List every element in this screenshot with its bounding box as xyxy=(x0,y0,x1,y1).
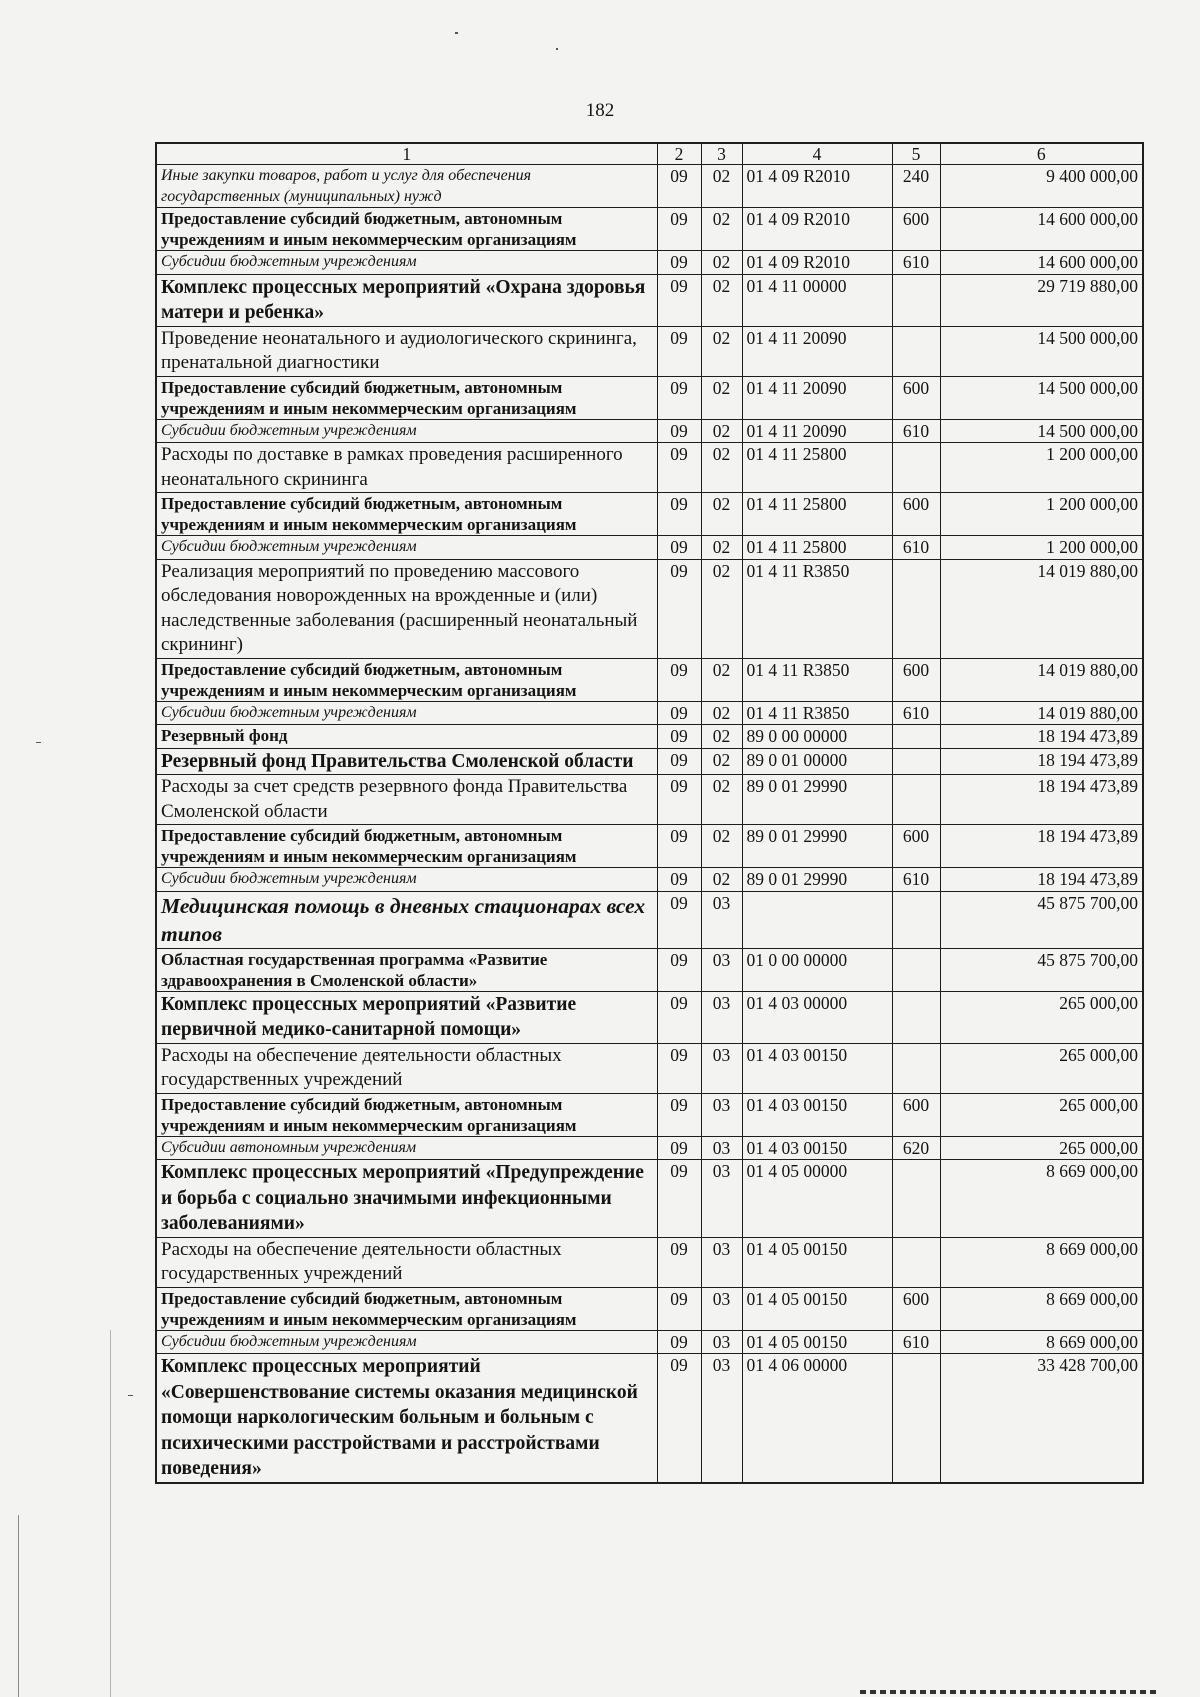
row-expense-type-cell xyxy=(892,775,940,825)
row-section-cell: 09 xyxy=(657,419,701,443)
row-name-cell: Расходы за счет средств резервного фонда Правительства Смоленской области xyxy=(156,775,657,825)
row-section-cell: 09 xyxy=(657,891,701,948)
table-row xyxy=(156,701,1143,725)
row-section-cell: 09 xyxy=(657,1136,701,1160)
row-target-code-cell: 01 4 05 00150 xyxy=(742,1237,892,1287)
row-name-cell: Субсидии бюджетным учреждениям xyxy=(156,868,657,892)
row-target-code-cell: 01 4 09 R2010 xyxy=(742,208,892,251)
row-amount-cell: 18 194 473,89 xyxy=(940,825,1143,868)
row-section-cell: 09 xyxy=(657,1093,701,1136)
row-target-code-cell: 01 4 05 00150 xyxy=(742,1287,892,1330)
row-subsection-cell: 02 xyxy=(701,658,742,701)
row-name-cell: Комплекс процессных мероприятий «Совершенствование системы оказания медицинской помощи наркологическим больным и больным с психическими расстройствами и расстройствами поведения» xyxy=(156,1354,657,1483)
row-subsection-cell: 03 xyxy=(701,891,742,948)
row-amount-cell: 18 194 473,89 xyxy=(940,748,1143,775)
row-name-cell: Резервный фонд xyxy=(156,725,657,749)
table-row xyxy=(156,948,1143,991)
row-name-cell: Субсидии бюджетным учреждениям xyxy=(156,1330,657,1354)
row-amount-cell: 1 200 000,00 xyxy=(940,493,1143,536)
row-section-cell: 09 xyxy=(657,536,701,560)
row-section-cell: 09 xyxy=(657,165,701,208)
row-section-cell: 09 xyxy=(657,701,701,725)
row-section-cell: 09 xyxy=(657,725,701,749)
row-section-cell: 09 xyxy=(657,868,701,892)
row-expense-type-cell xyxy=(892,1043,940,1093)
row-section-cell: 09 xyxy=(657,748,701,775)
row-target-code-cell: 89 0 01 29990 xyxy=(742,868,892,892)
row-section-cell: 09 xyxy=(657,274,701,326)
row-subsection-cell: 03 xyxy=(701,1093,742,1136)
table-row xyxy=(156,208,1143,251)
header-col-3: 3 xyxy=(701,143,742,165)
row-section-cell: 09 xyxy=(657,559,701,658)
row-section-cell: 09 xyxy=(657,1043,701,1093)
table-body xyxy=(156,165,1143,1483)
row-name-cell: Субсидии автономным учреждениям xyxy=(156,1136,657,1160)
row-target-code-cell: 01 4 03 00150 xyxy=(742,1136,892,1160)
row-expense-type-cell: 620 xyxy=(892,1136,940,1160)
row-section-cell: 09 xyxy=(657,251,701,275)
table-row xyxy=(156,165,1143,208)
row-expense-type-cell: 610 xyxy=(892,251,940,275)
row-name-cell: Комплекс процессных мероприятий «Развитие первичной медико-санитарной помощи» xyxy=(156,991,657,1043)
table-row xyxy=(156,326,1143,376)
row-name-cell: Субсидии бюджетным учреждениям xyxy=(156,251,657,275)
row-expense-type-cell: 610 xyxy=(892,1330,940,1354)
scan-speck xyxy=(455,32,458,34)
row-target-code-cell: 01 4 11 20090 xyxy=(742,376,892,419)
row-section-cell: 09 xyxy=(657,1354,701,1483)
table-row xyxy=(156,725,1143,749)
row-subsection-cell: 02 xyxy=(701,165,742,208)
row-target-code-cell: 89 0 01 00000 xyxy=(742,748,892,775)
row-subsection-cell: 02 xyxy=(701,725,742,749)
row-target-code-cell: 89 0 00 00000 xyxy=(742,725,892,749)
row-amount-cell: 14 019 880,00 xyxy=(940,701,1143,725)
row-amount-cell: 33 428 700,00 xyxy=(940,1354,1143,1483)
row-section-cell: 09 xyxy=(657,326,701,376)
row-subsection-cell: 03 xyxy=(701,1287,742,1330)
row-amount-cell: 1 200 000,00 xyxy=(940,443,1143,493)
table-row xyxy=(156,775,1143,825)
row-subsection-cell: 02 xyxy=(701,493,742,536)
row-subsection-cell: 02 xyxy=(701,775,742,825)
table-row xyxy=(156,658,1143,701)
row-expense-type-cell: 600 xyxy=(892,1093,940,1136)
row-amount-cell: 14 600 000,00 xyxy=(940,208,1143,251)
row-name-cell: Медицинская помощь в дневных стационарах всех типов xyxy=(156,891,657,948)
row-subsection-cell: 03 xyxy=(701,1330,742,1354)
row-expense-type-cell xyxy=(892,1160,940,1238)
row-section-cell: 09 xyxy=(657,825,701,868)
table-row xyxy=(156,1354,1143,1483)
row-name-cell: Субсидии бюджетным учреждениям xyxy=(156,536,657,560)
table-row xyxy=(156,376,1143,419)
row-name-cell: Предоставление субсидий бюджетным, автономным учреждениям и иным некоммерческим организациям xyxy=(156,493,657,536)
row-name-cell: Расходы по доставке в рамках проведения расширенного неонатального скрининга xyxy=(156,443,657,493)
row-expense-type-cell xyxy=(892,1237,940,1287)
row-section-cell: 09 xyxy=(657,1330,701,1354)
table-row xyxy=(156,274,1143,326)
table-row xyxy=(156,1330,1143,1354)
row-target-code-cell: 89 0 01 29990 xyxy=(742,825,892,868)
row-amount-cell: 14 500 000,00 xyxy=(940,326,1143,376)
row-target-code-cell: 01 4 09 R2010 xyxy=(742,251,892,275)
row-expense-type-cell xyxy=(892,443,940,493)
row-amount-cell: 265 000,00 xyxy=(940,1043,1143,1093)
row-subsection-cell: 02 xyxy=(701,443,742,493)
row-name-cell: Расходы на обеспечение деятельности областных государственных учреждений xyxy=(156,1043,657,1093)
table-row xyxy=(156,443,1143,493)
row-subsection-cell: 02 xyxy=(701,419,742,443)
row-section-cell: 09 xyxy=(657,208,701,251)
scan-speck xyxy=(556,48,558,50)
row-expense-type-cell: 600 xyxy=(892,493,940,536)
row-section-cell: 09 xyxy=(657,775,701,825)
scan-margin-line xyxy=(18,1515,19,1697)
row-expense-type-cell xyxy=(892,748,940,775)
table-row xyxy=(156,991,1143,1043)
row-name-cell: Иные закупки товаров, работ и услуг для обеспечения государственных (муниципальных) нужд xyxy=(156,165,657,208)
row-subsection-cell: 03 xyxy=(701,1354,742,1483)
row-expense-type-cell xyxy=(892,991,940,1043)
row-target-code-cell xyxy=(742,891,892,948)
row-target-code-cell: 01 4 03 00150 xyxy=(742,1043,892,1093)
header-col-1: 1 xyxy=(156,143,657,165)
row-section-cell: 09 xyxy=(657,376,701,419)
row-amount-cell: 265 000,00 xyxy=(940,1136,1143,1160)
row-subsection-cell: 02 xyxy=(701,376,742,419)
row-subsection-cell: 03 xyxy=(701,948,742,991)
row-expense-type-cell xyxy=(892,725,940,749)
row-amount-cell: 8 669 000,00 xyxy=(940,1237,1143,1287)
table-row xyxy=(156,419,1143,443)
row-subsection-cell: 02 xyxy=(701,274,742,326)
row-name-cell: Предоставление субсидий бюджетным, автономным учреждениям и иным некоммерческим организациям xyxy=(156,658,657,701)
row-name-cell: Предоставление субсидий бюджетным, автономным учреждениям и иным некоммерческим организациям xyxy=(156,1287,657,1330)
row-target-code-cell: 01 4 09 R2010 xyxy=(742,165,892,208)
row-subsection-cell: 02 xyxy=(701,251,742,275)
row-subsection-cell: 03 xyxy=(701,991,742,1043)
row-target-code-cell: 01 4 11 20090 xyxy=(742,326,892,376)
row-expense-type-cell xyxy=(892,326,940,376)
header-col-6: 6 xyxy=(940,143,1143,165)
budget-table xyxy=(155,142,1144,1484)
row-name-cell: Предоставление субсидий бюджетным, автономным учреждениям и иным некоммерческим организациям xyxy=(156,825,657,868)
row-expense-type-cell xyxy=(892,948,940,991)
row-expense-type-cell xyxy=(892,559,940,658)
row-amount-cell: 14 500 000,00 xyxy=(940,419,1143,443)
row-name-cell: Реализация мероприятий по проведению массового обследования новорожденных на врожденные и (или) наследственные заболевания (расширенный неонатальный скрининг) xyxy=(156,559,657,658)
row-section-cell: 09 xyxy=(657,991,701,1043)
row-section-cell: 09 xyxy=(657,658,701,701)
row-subsection-cell: 03 xyxy=(701,1043,742,1093)
scan-margin-line xyxy=(110,1330,111,1697)
row-target-code-cell: 01 4 05 00000 xyxy=(742,1160,892,1238)
row-target-code-cell: 01 4 11 25800 xyxy=(742,493,892,536)
row-amount-cell: 8 669 000,00 xyxy=(940,1330,1143,1354)
table-row xyxy=(156,1160,1143,1238)
row-target-code-cell: 01 0 00 00000 xyxy=(742,948,892,991)
row-amount-cell: 9 400 000,00 xyxy=(940,165,1143,208)
scan-speck xyxy=(36,742,41,743)
table-row xyxy=(156,748,1143,775)
row-expense-type-cell: 600 xyxy=(892,658,940,701)
row-expense-type-cell: 600 xyxy=(892,208,940,251)
row-subsection-cell: 02 xyxy=(701,701,742,725)
row-target-code-cell: 01 4 11 25800 xyxy=(742,443,892,493)
row-amount-cell: 29 719 880,00 xyxy=(940,274,1143,326)
row-target-code-cell: 01 4 11 25800 xyxy=(742,536,892,560)
row-target-code-cell: 01 4 11 00000 xyxy=(742,274,892,326)
row-section-cell: 09 xyxy=(657,948,701,991)
table-row xyxy=(156,825,1143,868)
row-subsection-cell: 02 xyxy=(701,536,742,560)
row-amount-cell: 18 194 473,89 xyxy=(940,725,1143,749)
row-section-cell: 09 xyxy=(657,1287,701,1330)
row-amount-cell: 1 200 000,00 xyxy=(940,536,1143,560)
row-target-code-cell: 01 4 03 00150 xyxy=(742,1093,892,1136)
row-target-code-cell: 89 0 01 29990 xyxy=(742,775,892,825)
table-row xyxy=(156,1093,1143,1136)
header-row xyxy=(156,143,1143,165)
row-amount-cell: 14 019 880,00 xyxy=(940,658,1143,701)
row-amount-cell: 14 500 000,00 xyxy=(940,376,1143,419)
row-name-cell: Субсидии бюджетным учреждениям xyxy=(156,419,657,443)
row-expense-type-cell: 610 xyxy=(892,868,940,892)
row-subsection-cell: 02 xyxy=(701,825,742,868)
table-row xyxy=(156,1287,1143,1330)
row-expense-type-cell xyxy=(892,1354,940,1483)
row-name-cell: Субсидии бюджетным учреждениям xyxy=(156,701,657,725)
row-amount-cell: 265 000,00 xyxy=(940,991,1143,1043)
row-amount-cell: 8 669 000,00 xyxy=(940,1287,1143,1330)
table-row xyxy=(156,891,1143,948)
row-name-cell: Проведение неонатального и аудиологического скрининга, пренатальной диагностики xyxy=(156,326,657,376)
header-col-5: 5 xyxy=(892,143,940,165)
row-amount-cell: 45 875 700,00 xyxy=(940,891,1143,948)
row-amount-cell: 14 600 000,00 xyxy=(940,251,1143,275)
row-expense-type-cell: 600 xyxy=(892,825,940,868)
row-target-code-cell: 01 4 11 20090 xyxy=(742,419,892,443)
row-target-code-cell: 01 4 05 00150 xyxy=(742,1330,892,1354)
row-section-cell: 09 xyxy=(657,1237,701,1287)
row-name-cell: Комплекс процессных мероприятий «Предупреждение и борьба с социально значимыми инфекционными заболеваниями» xyxy=(156,1160,657,1238)
row-name-cell: Предоставление субсидий бюджетным, автономным учреждениям и иным некоммерческим организациям xyxy=(156,208,657,251)
table-row xyxy=(156,868,1143,892)
row-target-code-cell: 01 4 03 00000 xyxy=(742,991,892,1043)
scan-speck xyxy=(128,1395,133,1396)
table-row xyxy=(156,251,1143,275)
scan-bottom-strip xyxy=(860,1690,1160,1694)
row-subsection-cell: 03 xyxy=(701,1237,742,1287)
row-name-cell: Областная государственная программа «Развитие здравоохранения в Смоленской области» xyxy=(156,948,657,991)
row-subsection-cell: 02 xyxy=(701,559,742,658)
row-expense-type-cell xyxy=(892,891,940,948)
row-name-cell: Предоставление субсидий бюджетным, автономным учреждениям и иным некоммерческим организациям xyxy=(156,1093,657,1136)
table-row xyxy=(156,559,1143,658)
row-amount-cell: 265 000,00 xyxy=(940,1093,1143,1136)
row-subsection-cell: 02 xyxy=(701,326,742,376)
row-subsection-cell: 02 xyxy=(701,868,742,892)
row-subsection-cell: 02 xyxy=(701,748,742,775)
row-amount-cell: 8 669 000,00 xyxy=(940,1160,1143,1238)
row-amount-cell: 14 019 880,00 xyxy=(940,559,1143,658)
row-expense-type-cell: 610 xyxy=(892,536,940,560)
table-row xyxy=(156,1136,1143,1160)
row-section-cell: 09 xyxy=(657,443,701,493)
row-name-cell: Предоставление субсидий бюджетным, автономным учреждениям и иным некоммерческим организациям xyxy=(156,376,657,419)
row-subsection-cell: 03 xyxy=(701,1136,742,1160)
table-row xyxy=(156,1043,1143,1093)
row-amount-cell: 18 194 473,89 xyxy=(940,868,1143,892)
row-amount-cell: 45 875 700,00 xyxy=(940,948,1143,991)
row-expense-type-cell: 600 xyxy=(892,376,940,419)
row-amount-cell: 18 194 473,89 xyxy=(940,775,1143,825)
row-target-code-cell: 01 4 11 R3850 xyxy=(742,701,892,725)
row-expense-type-cell: 610 xyxy=(892,701,940,725)
row-name-cell: Комплекс процессных мероприятий «Охрана здоровья матери и ребенка» xyxy=(156,274,657,326)
header-col-2: 2 xyxy=(657,143,701,165)
row-expense-type-cell: 600 xyxy=(892,1287,940,1330)
row-target-code-cell: 01 4 06 00000 xyxy=(742,1354,892,1483)
row-expense-type-cell xyxy=(892,274,940,326)
row-target-code-cell: 01 4 11 R3850 xyxy=(742,559,892,658)
row-subsection-cell: 02 xyxy=(701,208,742,251)
row-expense-type-cell: 610 xyxy=(892,419,940,443)
header-col-4: 4 xyxy=(742,143,892,165)
row-name-cell: Резервный фонд Правительства Смоленской области xyxy=(156,748,657,775)
row-name-cell: Расходы на обеспечение деятельности областных государственных учреждений xyxy=(156,1237,657,1287)
row-subsection-cell: 03 xyxy=(701,1160,742,1238)
row-section-cell: 09 xyxy=(657,493,701,536)
table-row xyxy=(156,1237,1143,1287)
table-row xyxy=(156,493,1143,536)
row-target-code-cell: 01 4 11 R3850 xyxy=(742,658,892,701)
table-row xyxy=(156,536,1143,560)
row-section-cell: 09 xyxy=(657,1160,701,1238)
page-number: 182 xyxy=(585,100,615,121)
row-expense-type-cell: 240 xyxy=(892,165,940,208)
